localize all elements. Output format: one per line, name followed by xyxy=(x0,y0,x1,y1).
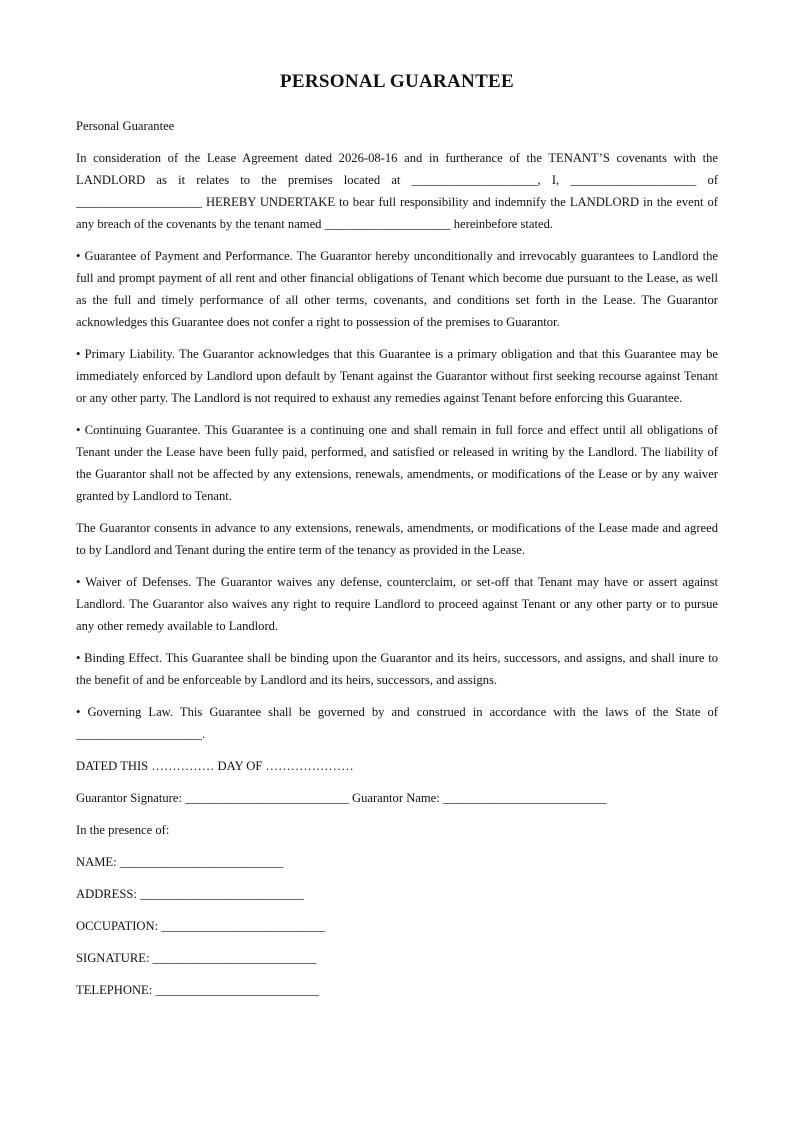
dated-line xyxy=(76,755,718,777)
intro-paragraph xyxy=(76,147,718,235)
witness-occupation-blank: __________________________ xyxy=(161,919,325,933)
document-subtitle: Personal Guarantee xyxy=(76,119,175,133)
intro-text-2: , I, xyxy=(537,173,560,187)
witness-signature-line xyxy=(76,947,718,969)
witness-telephone-blank: __________________________ xyxy=(155,983,320,997)
guarantor-name-label: Guarantor Name: xyxy=(352,791,440,805)
witness-address-line xyxy=(76,883,718,905)
guarantor-name-line-blank: __________________________ xyxy=(442,791,607,805)
premises-blank: ____________________ xyxy=(411,173,538,187)
witness-signature-blank: __________________________ xyxy=(152,951,317,965)
clause-payment-performance: • Guarantee of Payment and Performance. The Guarantor hereby unconditionally and irrevocably guarantees to Landlord the full and prompt payment of all rent and other financial obligations of Tenant which become due pursuant to the Lease, as well as the full and timely performance of all other terms, covenants, and conditions set forth in the Lease. The Guarantor acknowledges this Guarantee does not confer a right to possession of the premises to Guarantor. xyxy=(76,249,718,329)
intro-text-4: HEREBY UNDERTAKE to bear full responsibility and indemnify the LANDLORD in the event of any breach of the covenants by the tenant named xyxy=(76,195,718,231)
intro-text-1: In consideration of the Lease Agreement dated 2026-08-16 and in furtherance of the TENANT’S covenants with the LANDLORD as it relates to the premises located at xyxy=(76,151,718,187)
witness-telephone-line xyxy=(76,979,718,1001)
guarantor-signature-label: Guarantor Signature: xyxy=(76,791,182,805)
day-of-label: DAY OF xyxy=(217,759,263,773)
document-body xyxy=(76,115,718,1011)
witness-telephone-label: TELEPHONE: xyxy=(76,983,153,997)
document-title: PERSONAL GUARANTEE xyxy=(280,71,514,92)
witness-address-label: ADDRESS: xyxy=(76,887,137,901)
tenant-name-blank: ____________________ xyxy=(324,217,451,231)
clause-primary-liability: • Primary Liability. The Guarantor acknowledges that this Guarantee is a primary obligation and that this Guarantee may be immediately enforced by Landlord upon default by Tenant against the Guarantor without first seeking recourse against Tenant or any other party. The Landlord is not required to exhaust any remedies against Tenant before enforcing this Guarantee. xyxy=(76,347,718,405)
witness-name-line xyxy=(76,851,718,873)
intro-text-5: hereinbefore stated. xyxy=(453,217,554,231)
governing-law-text: • Governing Law. This Guarantee shall be governed by and construed in accordance with the laws of the State of xyxy=(76,705,718,719)
guarantor-address-blank: ____________________ xyxy=(76,195,202,209)
clause-consent: The Guarantor consents in advance to any extensions, renewals, amendments, or modifications of the Lease made and agreed to by Landlord and Tenant during the entire term of the tenancy as provided in the Lease. xyxy=(76,521,718,557)
clause-binding-effect: • Binding Effect. This Guarantee shall be binding upon the Guarantor and its heirs, successors, and assigns, and shall inure to the benefit of and be enforceable by Landlord and its heirs, successors, and assigns. xyxy=(76,651,718,687)
clause-continuing-guarantee: • Continuing Guarantee. This Guarantee is a continuing one and shall remain in full force and effect until all obligations of Tenant under the Lease have been fully paid, performed, and satisfied or released in writing by the Landlord. The liability of the Guarantor shall not be affected by any extensions, renewals, amendments, or modifications of the Lease or by any waiver granted by Landlord to Tenant. xyxy=(76,423,718,503)
presence-label: In the presence of: xyxy=(76,823,170,837)
witness-name-blank: __________________________ xyxy=(119,855,284,869)
witness-name-label: NAME: xyxy=(76,855,117,869)
dated-day-blank: …………… xyxy=(151,759,215,773)
witness-signature-label: SIGNATURE: xyxy=(76,951,150,965)
intro-text-3: of xyxy=(707,173,719,187)
witness-occupation-label: OCCUPATION: xyxy=(76,919,159,933)
guarantor-name-blank: ____________________ xyxy=(570,173,697,187)
guarantor-signature-blank: __________________________ xyxy=(185,791,349,805)
guarantor-signature-line xyxy=(76,787,718,809)
clause-waiver-of-defenses: • Waiver of Defenses. The Guarantor waives any defense, counterclaim, or set-off that Tenant may have or assert against Landlord. The Guarantor also waives any right to require Landlord to proceed against Tenant or any other party or to pursue any other remedy available to Landlord. xyxy=(76,575,718,633)
dated-label: DATED THIS xyxy=(76,759,149,773)
witness-address-blank: __________________________ xyxy=(140,887,304,901)
governing-law-end: . xyxy=(201,727,206,741)
witness-occupation-line xyxy=(76,915,718,937)
state-blank: ____________________ xyxy=(76,727,202,741)
day-of-blank: ………………… xyxy=(265,759,354,773)
clause-governing-law xyxy=(76,701,718,745)
